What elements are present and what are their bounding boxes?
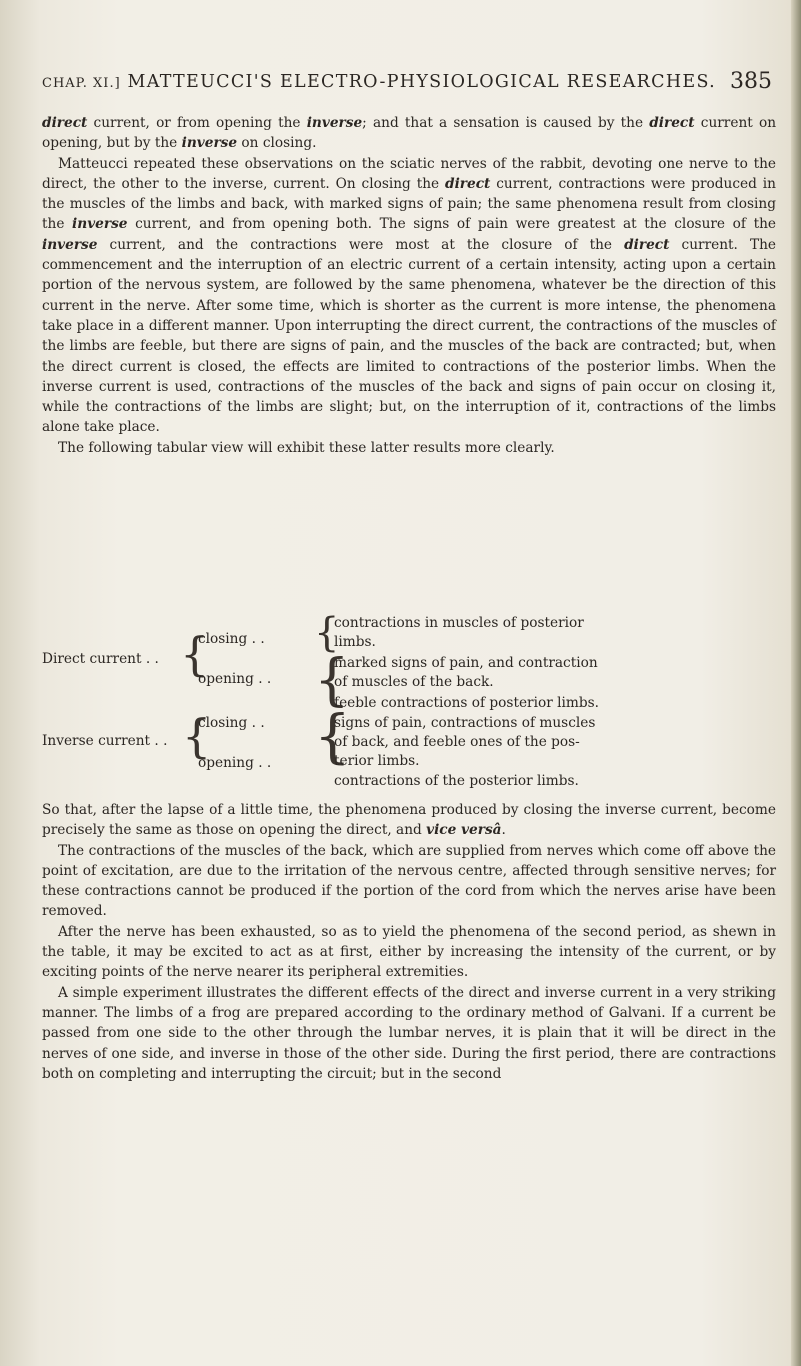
result-inverse-opening-1: contractions of the posterior limbs. (334, 773, 579, 789)
brace-result-1: { (314, 610, 340, 656)
text-run: current, or from opening the (87, 115, 307, 131)
result-direct-opening-1: marked signs of pain, and contraction (334, 655, 598, 671)
text-run: current, and from opening both. The signs of pain were greatest at the closure of the (127, 216, 776, 233)
body-text-top (42, 113, 776, 458)
text-run: on closing. (237, 135, 317, 152)
text-run: current on opening, but by the (42, 115, 777, 152)
text-run: A simple experiment illustrates the different effects of the direct and inverse current in a very striking manner. The limbs of a frog are prepared according to the ordinary method of Galvani. If a current be passed from one side to the other through the lumbar nerves, it is plain that it will be direct in the nerves of one side, and inverse in those of the other side. During the first period, there are contractions both on completing and interrupting the circuit; but in the second (42, 984, 776, 1082)
brace-result-3: { (314, 702, 351, 770)
action-direct-opening: opening . . (198, 671, 272, 687)
text-run: The contractions of the muscles of the back, which are supplied from nerves which come off above the point of excitation, are due to the irritation of the nervous centre, affected through sensitive nerves; for these contractions cannot be produced if the portion of the cord from which the nerves arise have been removed. (42, 842, 776, 920)
emphasis-text: inverse (72, 216, 128, 233)
action-inverse-opening: opening . . (198, 755, 272, 771)
text-run: Matteucci repeated these observations on the sciatic nerves of the rabbit, devoting one nerve to the direct, the other to the inverse, current. On closing the (42, 155, 776, 192)
text-run: The following tabular view will exhibit these latter results more clearly. (58, 439, 555, 456)
text-run: After the nerve has been exhausted, so as to yield the phenomena of the second period, as shewn in the table, it may be excited to act as at first, either by increasing the intensity of the current, or by exciting points of the nerve nearer its peripheral extremities. (42, 923, 776, 981)
result-inverse-closing-3: of back, and feeble ones of the pos- (334, 734, 580, 750)
paragraph (42, 983, 776, 1084)
paragraph (42, 800, 776, 841)
text-run: current, contractions were produced in the muscles of the limbs and back, with marked signs of pain; the same phenomena result from closing the (42, 175, 776, 233)
running-title: MATTEUCCI'S ELECTRO-PHYSIOLOGICAL RESEARCHES. (127, 72, 716, 92)
result-direct-closing-2: limbs. (334, 634, 376, 650)
emphasis-text: direct (649, 115, 695, 131)
paragraph (42, 154, 776, 438)
paragraph (42, 841, 776, 922)
table-group-inverse: Inverse current . . (42, 733, 168, 749)
result-inverse-closing-1: feeble contractions of posterior limbs. (334, 695, 599, 711)
emphasis-text: inverse (306, 115, 363, 131)
emphasis-text: direct (445, 175, 491, 192)
result-direct-closing-1: contractions in muscles of posterior (334, 615, 584, 631)
brace-inverse: { (182, 709, 212, 763)
page-edge-shadow (791, 0, 801, 1366)
text-run: current. The commencement and the interruption of an electric current of a certain intensity, acting upon a certain portion of the nervous system, are followed by the same phenomena, whatever be the direction of this current in the nerve. After some time, which is shorter as the current is more intense, the phenomena take place in a different manner. Upon interrupting the direct current, the contractions of the muscles of the limbs are feeble, but there are signs of pain, and the muscles of the back are contracted; but, when the direct current is closed, the effects are limited to contractions of the posterior limbs. When the inverse current is used, contractions of the muscles of the back and signs of pain occur on closing it, while the contractions of the limbs are slight; but, on the interruption of it, contractions of the limbs alone take place. (42, 236, 776, 436)
result-inverse-closing-4: terior limbs. (334, 753, 420, 769)
brace-direct: { (180, 627, 210, 681)
text-run: ; and that a sensation is caused by the (362, 115, 650, 131)
running-header (42, 69, 782, 94)
emphasis-text: inverse (181, 135, 238, 152)
page-number: 385 (730, 69, 772, 94)
text-run: So that, after the lapse of a little time, the phenomena produced by closing the inverse current, become precisely the same as those on opening the direct, and (42, 802, 776, 839)
table-group-direct: Direct current . . (42, 651, 159, 667)
action-inverse-closing: closing . . (198, 715, 265, 731)
chapter-label: CHAP. XI.] (42, 76, 121, 91)
results-table (42, 610, 776, 789)
paragraph (42, 113, 776, 154)
emphasis-text: inverse (42, 236, 98, 253)
brace-result-2: { (314, 648, 350, 713)
text-run: current, and the contractions were most at the closure of the (97, 236, 625, 253)
emphasis-text: vice versâ (426, 822, 502, 839)
paragraph (42, 922, 776, 983)
action-direct-closing: closing . . (198, 631, 265, 647)
body-text-bottom (42, 800, 776, 1084)
emphasis-text: direct (624, 236, 670, 253)
text-run: . (501, 822, 506, 839)
emphasis-text: direct (42, 115, 88, 131)
result-inverse-closing-2: signs of pain, contractions of muscles (334, 715, 596, 731)
paragraph (42, 438, 776, 458)
result-direct-opening-2: of muscles of the back. (334, 674, 494, 690)
